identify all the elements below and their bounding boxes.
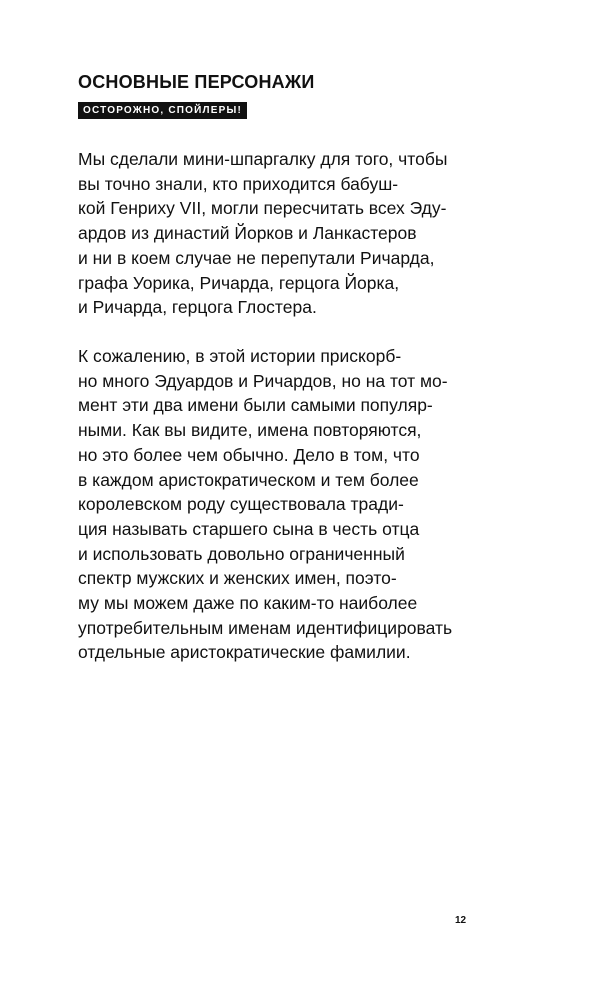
text-line: му мы можем даже по каким-то наиболее — [78, 593, 418, 614]
text-line: королевском роду существовала тради- — [78, 494, 404, 515]
text-line: вы точно знали, кто приходится бабуш- — [78, 173, 399, 194]
text-line: и ни в коем случае не перепутали Ричарда, — [78, 247, 435, 268]
text-line: мент эти два имени были самыми популяр- — [78, 395, 433, 416]
page-number: 12 — [455, 915, 467, 926]
text-line: графа Уорика, Ричарда, герцога Йорка, — [78, 272, 400, 293]
text-line: но это более чем обычно. Дело в том, что — [78, 444, 420, 465]
text-line: ардов из династий Йорков и Ланкастеров — [78, 223, 417, 244]
paragraph-intro — [78, 147, 498, 320]
text-line: и Ричарда, герцога Глостера. — [78, 297, 317, 318]
text-line: употребительным именам идентифицировать — [78, 617, 453, 638]
text-line: и использовать довольно ограниченный — [78, 543, 405, 564]
text-line: ция называть старшего сына в честь отца — [78, 518, 420, 539]
text-line: К сожалению, в этой истории прискорб- — [78, 346, 402, 366]
text-line: но много Эдуардов и Ричардов, но на тот мо- — [78, 370, 448, 391]
paragraph-names — [78, 344, 498, 665]
text-line: спектр мужских и женских имен, поэто- — [78, 568, 397, 589]
text-line: отдельные аристократические фамилии. — [78, 642, 411, 663]
text-line: кой Генриху VII, могли пересчитать всех Эду- — [78, 198, 447, 219]
page-title: ОСНОВНЫЕ ПЕРСОНАЖИ — [78, 72, 315, 92]
text-line: Мы сделали мини-шпаргалку для того, чтобы — [78, 149, 448, 169]
text-line: в каждом аристократическом и тем более — [78, 469, 419, 490]
spoiler-warning-badge: ОСТОРОЖНО, СПОЙЛЕРЫ! — [78, 102, 247, 119]
text-line: ными. Как вы видите, имена повторяются, — [78, 420, 422, 441]
